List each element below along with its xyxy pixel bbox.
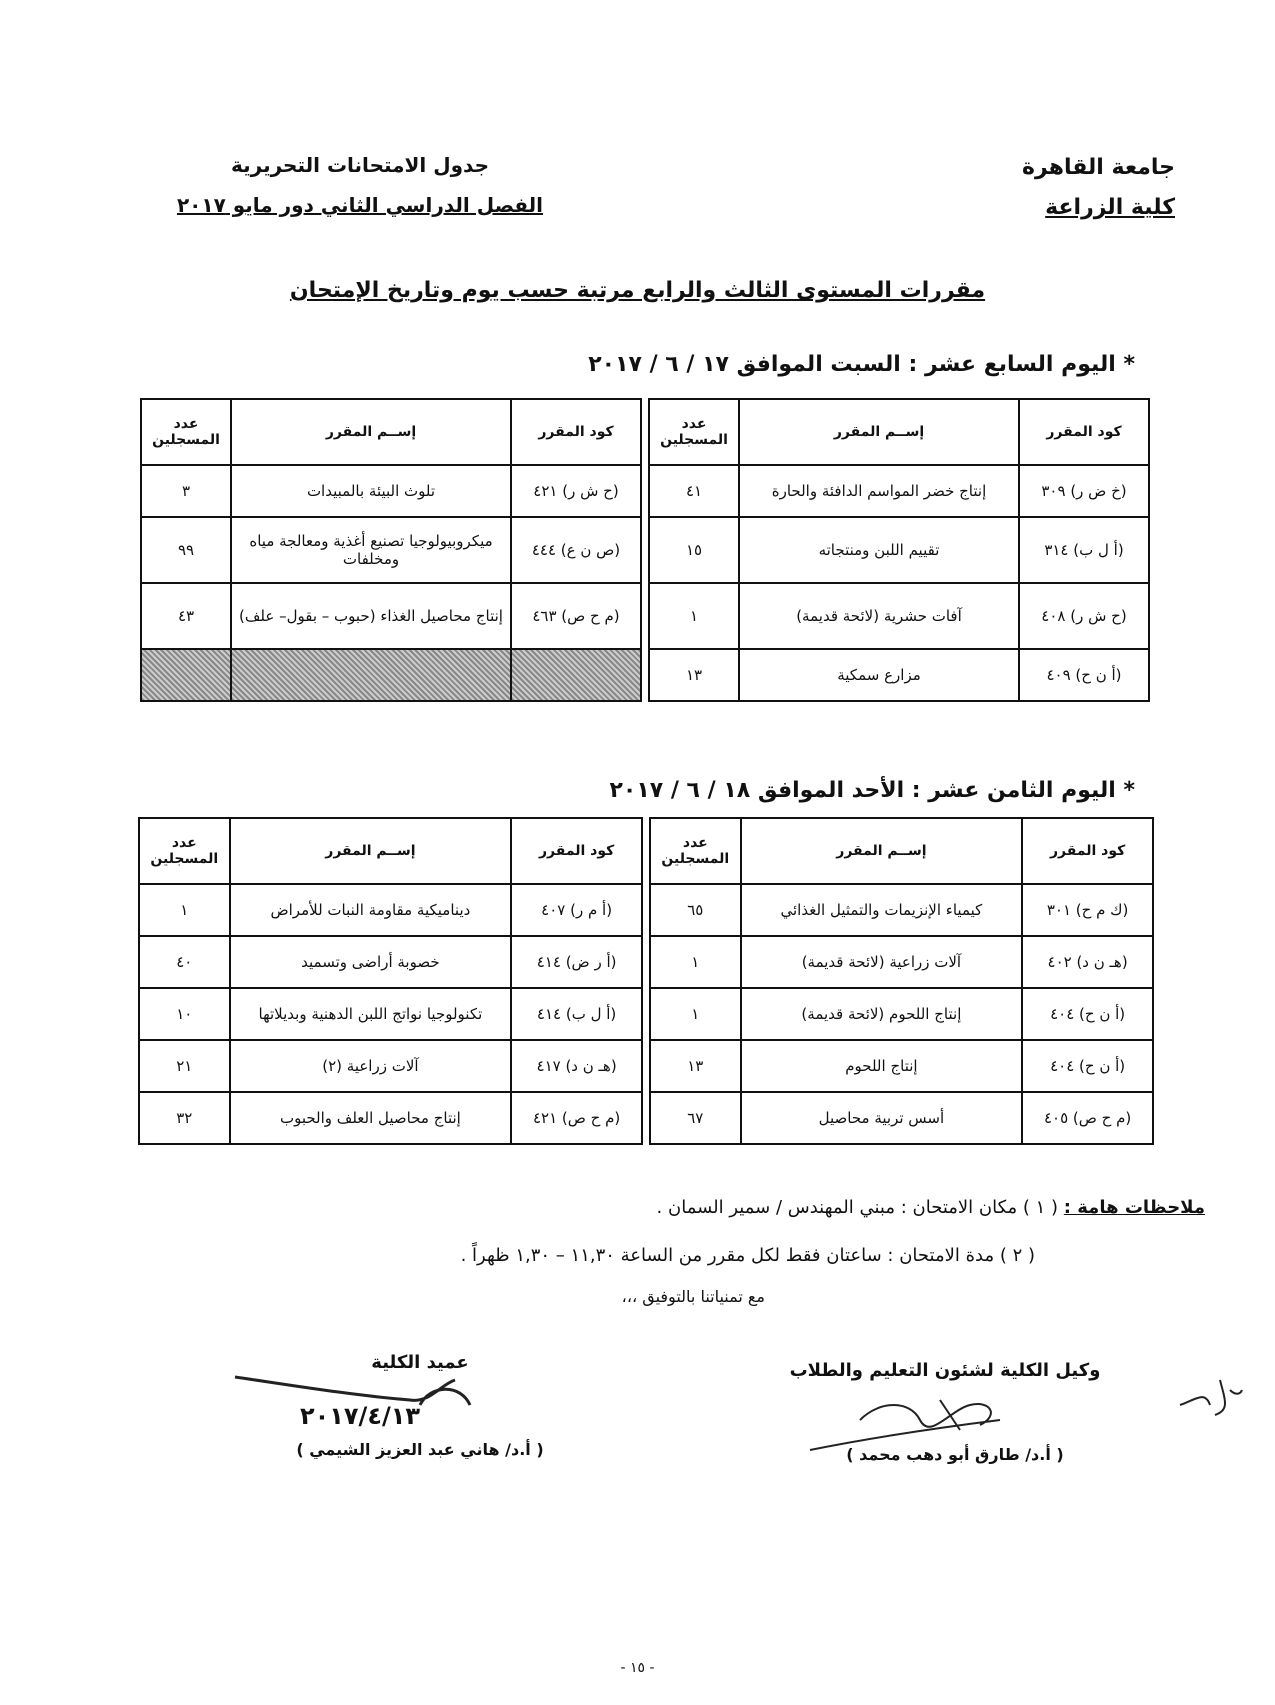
count-header: عدد المسجلين: [139, 818, 230, 884]
code-header: كود المقرر: [511, 399, 641, 465]
name-header: إســم المقرر: [739, 399, 1019, 465]
name-header: إســم المقرر: [230, 818, 512, 884]
registered-count: ١٠: [139, 988, 230, 1040]
page-subtitle: مقررات المستوى الثالث والرابع مرتبة حسب يوم وتاريخ الإمتحان: [289, 278, 986, 303]
registered-count: ١: [139, 884, 230, 936]
table-row: [139, 884, 1153, 936]
course-name: تلوث البيئة بالمبيدات: [231, 465, 511, 517]
table-row: [141, 465, 1149, 517]
course-code: (أ م ر) ٤٠٧: [511, 884, 642, 936]
institution-header: [1022, 148, 1175, 228]
note-location: ( ١ ) مكان الامتحان : مبني المهندس / سمير السمان .: [656, 1197, 1059, 1218]
dean-title: عميد الكلية: [371, 1352, 469, 1373]
course-name: أسس تربية محاصيل: [741, 1092, 1023, 1144]
course-code: (ح ش ر) ٤٢١: [511, 465, 641, 517]
course-code: (أ ن ح) ٤٠٩: [1019, 649, 1149, 701]
gap: [641, 649, 649, 701]
course-code: (م ح ص) ٤٠٥: [1022, 1092, 1153, 1144]
gap: [642, 1092, 650, 1144]
count-header: عدد المسجلين: [649, 399, 739, 465]
course-name: إنتاج اللحوم: [741, 1040, 1023, 1092]
faculty-name: كلية الزراعة: [1045, 195, 1175, 220]
course-name: آلات زراعية (لائحة قديمة): [741, 936, 1023, 988]
course-name: كيمياء الإنزيمات والتمثيل الغذائي: [741, 884, 1023, 936]
course-name: ميكروبيولوجيا تصنيع أغذية ومعالجة مياه ومخلفات: [231, 517, 511, 583]
gap: [641, 517, 649, 583]
schedule-table: [138, 817, 1154, 1145]
closing-text: مع تمنياتنا بالتوفيق ،،،: [621, 1287, 765, 1306]
table-row: [141, 517, 1149, 583]
university-name: جامعة القاهرة: [1022, 155, 1175, 180]
table-header-row: [139, 818, 1153, 884]
registered-count: ١: [650, 936, 741, 988]
course-name: آفات حشرية (لائحة قديمة): [739, 583, 1019, 649]
course-code: (م ح ص) ٤٢١: [511, 1092, 642, 1144]
notes-label: ملاحظات هامة :: [1063, 1197, 1205, 1218]
registered-count: ٤١: [649, 465, 739, 517]
gap: [641, 465, 649, 517]
registered-count: ٢١: [139, 1040, 230, 1092]
schedule-title: جدول الامتحانات التحريرية: [231, 153, 489, 177]
registered-count: ١٣: [650, 1040, 741, 1092]
gap: [642, 936, 650, 988]
vice-dean-name: ( أ.د/ طارق أبو دهب محمد ): [846, 1445, 1064, 1464]
page-number: - ١٥ -: [620, 1660, 655, 1676]
course-name: ديناميكية مقاومة النبات للأمراض: [230, 884, 512, 936]
course-code: (أ ن ح) ٤٠٤: [1022, 988, 1153, 1040]
notes-line-1: [657, 1197, 1205, 1218]
registered-count: ٤٠: [139, 936, 230, 988]
course-code: (هـ ن د) ٤٠٢: [1022, 936, 1153, 988]
registered-count: ٩٩: [141, 517, 231, 583]
course-name: خصوبة أراضى وتسميد: [230, 936, 512, 988]
table-row: [139, 1092, 1153, 1144]
dean-signature-date: ٢٠١٧/٤/١٣: [299, 1402, 421, 1430]
schedule-table: [140, 398, 1150, 702]
course-code: (خ ض ر) ٣٠٩: [1019, 465, 1149, 517]
course-code: (هـ ن د) ٤١٧: [511, 1040, 642, 1092]
table-row: [139, 1040, 1153, 1092]
course-name: آلات زراعية (٢): [230, 1040, 512, 1092]
course-name: إنتاج خضر المواسم الدافئة والحارة: [739, 465, 1019, 517]
day-title: * اليوم السابع عشر : السبت الموافق ١٧ / ٦ / ٢٠١٧: [588, 352, 1135, 377]
registered-count: ١٣: [649, 649, 739, 701]
gap: [642, 884, 650, 936]
registered-count: [141, 649, 231, 701]
course-code: (أ ن ح) ٤٠٤: [1022, 1040, 1153, 1092]
day-title: * اليوم الثامن عشر : الأحد الموافق ١٨ / ٦ / ٢٠١٧: [609, 778, 1135, 803]
dean-name: ( أ.د/ هاني عبد العزيز الشيمي ): [296, 1440, 544, 1459]
course-code: (أ ل ب) ٣١٤: [1019, 517, 1149, 583]
table-header-row: [141, 399, 1149, 465]
registered-count: ٣: [141, 465, 231, 517]
schedule-header: [150, 145, 570, 225]
code-header: كود المقرر: [511, 818, 642, 884]
margin-initials: [1175, 1370, 1245, 1420]
gap: [642, 818, 650, 884]
registered-count: ١: [649, 583, 739, 649]
gap: [642, 988, 650, 1040]
gap: [641, 583, 649, 649]
course-code: (ح ش ر) ٤٠٨: [1019, 583, 1149, 649]
registered-count: ٦٧: [650, 1092, 741, 1144]
course-code: [511, 649, 641, 701]
gap: [641, 399, 649, 465]
registered-count: ٦٥: [650, 884, 741, 936]
course-name: إنتاج محاصيل الغذاء (حبوب – بقول– علف): [231, 583, 511, 649]
course-name: [231, 649, 511, 701]
count-header: عدد المسجلين: [141, 399, 231, 465]
course-code: (أ ر ض) ٤١٤: [511, 936, 642, 988]
course-code: (ك م ح) ٣٠١: [1022, 884, 1153, 936]
semester-title: الفصل الدراسي الثاني دور مايو ٢٠١٧: [176, 193, 544, 217]
code-header: كود المقرر: [1022, 818, 1153, 884]
table-row: [139, 936, 1153, 988]
name-header: إســم المقرر: [231, 399, 511, 465]
count-header: عدد المسجلين: [650, 818, 741, 884]
course-name: إنتاج محاصيل العلف والحبوب: [230, 1092, 512, 1144]
name-header: إســم المقرر: [741, 818, 1023, 884]
registered-count: ٤٣: [141, 583, 231, 649]
registered-count: ١: [650, 988, 741, 1040]
note-duration: ( ٢ ) مدة الامتحان : ساعتان فقط لكل مقرر من الساعة ١١,٣٠ – ١,٣٠ ظهراً .: [460, 1245, 1035, 1266]
vice-dean-title: وكيل الكلية لشئون التعليم والطلاب: [789, 1360, 1101, 1381]
registered-count: ١٥: [649, 517, 739, 583]
course-name: إنتاج اللحوم (لائحة قديمة): [741, 988, 1023, 1040]
table-row: [139, 988, 1153, 1040]
course-code: (م ح ص) ٤٦٣: [511, 583, 641, 649]
registered-count: ٣٢: [139, 1092, 230, 1144]
course-code: (ص ن ع) ٤٤٤: [511, 517, 641, 583]
gap: [642, 1040, 650, 1092]
course-code: (أ ل ب) ٤١٤: [511, 988, 642, 1040]
table-row: [141, 583, 1149, 649]
course-name: مزارع سمكية: [739, 649, 1019, 701]
code-header: كود المقرر: [1019, 399, 1149, 465]
table-row: [141, 649, 1149, 701]
course-name: تكنولوجيا نواتج اللبن الدهنية وبديلاتها: [230, 988, 512, 1040]
course-name: تقييم اللبن ومنتجاته: [739, 517, 1019, 583]
